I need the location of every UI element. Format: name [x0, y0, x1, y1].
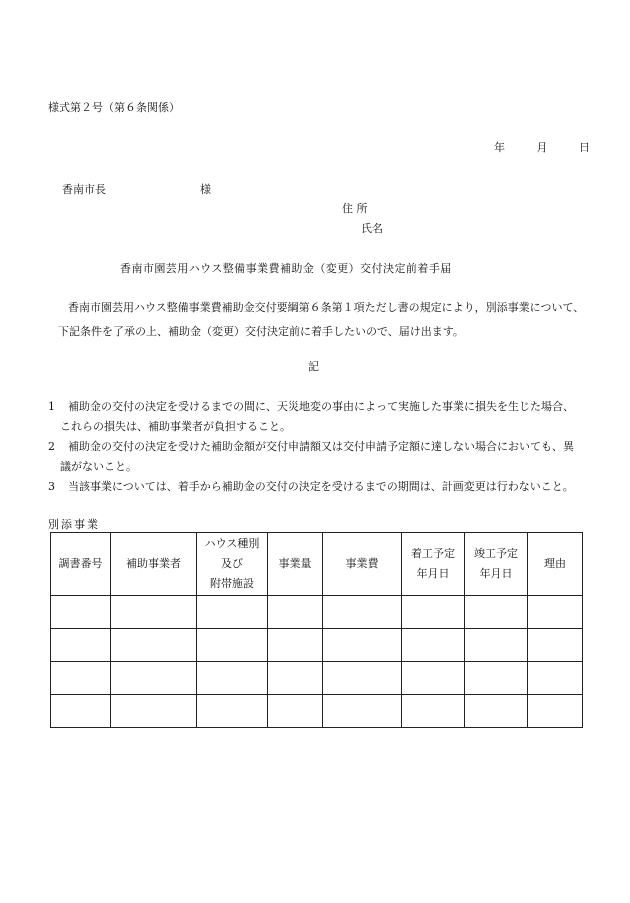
ki-heading: 記	[308, 360, 319, 373]
table-cell[interactable]	[402, 629, 465, 662]
table-header-cell	[268, 533, 323, 596]
conditions-list	[48, 397, 608, 497]
addressee-honorific: 様	[200, 183, 211, 196]
table-header-cell	[528, 533, 583, 596]
table-caption: 別添事業	[48, 518, 100, 531]
table-row	[51, 596, 583, 629]
condition-item	[48, 477, 608, 497]
table-cell[interactable]	[323, 629, 402, 662]
header-text: 年月日	[416, 567, 450, 580]
table-cell[interactable]	[323, 662, 402, 695]
table-cell[interactable]	[111, 629, 197, 662]
condition-text: 補助金の交付の決定を受けた補助金額が交付申請額又は交付申請予定額に達しない場合においても、異	[68, 440, 574, 453]
table-cell[interactable]	[402, 596, 465, 629]
condition-item	[48, 437, 608, 477]
table-cell[interactable]	[465, 596, 528, 629]
body-line-1: 香南市園芸用ハウス整備事業費補助金交付要綱第６条第１項ただし書の規定により，別添事業について、	[68, 301, 585, 314]
addressee	[62, 181, 211, 197]
table-cell[interactable]	[465, 662, 528, 695]
table-row	[51, 695, 583, 728]
attached-project-table	[50, 532, 583, 728]
condition-text: 補助金の交付の決定を受けるまでの間に、天災地変の事由によって実施した事業に損失を生じた場合、	[68, 400, 574, 413]
condition-item	[48, 397, 608, 437]
document-title: 香南市園芸用ハウス整備事業費補助金（変更）交付決定前着手届	[120, 262, 452, 275]
header-text: 事業量	[278, 557, 312, 570]
condition-number: 1	[48, 400, 55, 413]
table-cell[interactable]	[465, 695, 528, 728]
table-cell[interactable]	[268, 695, 323, 728]
header-text: 及び	[221, 557, 243, 570]
header-text: ハウス種別	[204, 537, 260, 550]
date-year: 年	[494, 141, 505, 154]
header-text: 年月日	[479, 567, 513, 580]
table-cell[interactable]	[197, 695, 268, 728]
table-cell[interactable]	[51, 662, 111, 695]
date-line	[494, 139, 590, 155]
table-cell[interactable]	[51, 629, 111, 662]
table-cell[interactable]	[111, 695, 197, 728]
table-cell[interactable]	[528, 662, 583, 695]
table-cell[interactable]	[197, 662, 268, 695]
condition-number: 3	[48, 480, 55, 493]
header-text: 調書番号	[58, 557, 103, 570]
body-line-2: 下記条件を了承の上、補助金（変更）交付決定前に着手したいので、届け出ます。	[58, 325, 464, 338]
table-row	[51, 662, 583, 695]
table-header-row	[51, 533, 583, 596]
header-text: 附帯施設	[210, 577, 254, 590]
table-header-cell	[51, 533, 111, 596]
condition-continuation: 議がないこと。	[60, 460, 137, 473]
header-text: 事業費	[345, 557, 379, 570]
table-cell[interactable]	[111, 596, 197, 629]
table-cell[interactable]	[402, 695, 465, 728]
table-cell[interactable]	[528, 629, 583, 662]
table-cell[interactable]	[528, 695, 583, 728]
table-cell[interactable]	[197, 629, 268, 662]
table-header-cell	[197, 533, 268, 596]
header-text: 竣工予定	[474, 547, 518, 560]
table-cell[interactable]	[268, 596, 323, 629]
table-header-cell	[323, 533, 402, 596]
table-cell[interactable]	[51, 695, 111, 728]
table-cell[interactable]	[465, 629, 528, 662]
table-body	[51, 596, 583, 728]
table-cell[interactable]	[51, 596, 111, 629]
condition-number: 2	[48, 440, 55, 453]
condition-continuation: これらの損失は、補助事業者が負担すること。	[60, 420, 291, 433]
table-cell[interactable]	[268, 662, 323, 695]
table-cell[interactable]	[111, 662, 197, 695]
header-text: 理由	[544, 557, 566, 570]
table-cell[interactable]	[323, 596, 402, 629]
header-text: 着工予定	[411, 547, 455, 560]
header-text: 補助事業者	[126, 557, 181, 570]
date-day: 日	[579, 141, 590, 154]
table-header-cell	[465, 533, 528, 596]
table-cell[interactable]	[528, 596, 583, 629]
date-month: 月	[536, 141, 548, 154]
condition-text: 当該事業については、着手から補助金の交付の決定を受けるまでの期間は、計画変更は行わないこと。	[68, 480, 574, 493]
table-cell[interactable]	[402, 662, 465, 695]
table-row	[51, 629, 583, 662]
body-paragraph	[48, 296, 584, 344]
table-header-cell	[111, 533, 197, 596]
form-number: 様式第２号（第６条関係）	[48, 101, 180, 114]
table-header-cell	[402, 533, 465, 596]
table-cell[interactable]	[323, 695, 402, 728]
applicant-address-label: 住 所	[342, 202, 368, 215]
applicant-name-label: 氏名	[361, 222, 383, 235]
addressee-title: 香南市長	[62, 183, 106, 196]
table-cell[interactable]	[197, 596, 268, 629]
table-cell[interactable]	[268, 629, 323, 662]
